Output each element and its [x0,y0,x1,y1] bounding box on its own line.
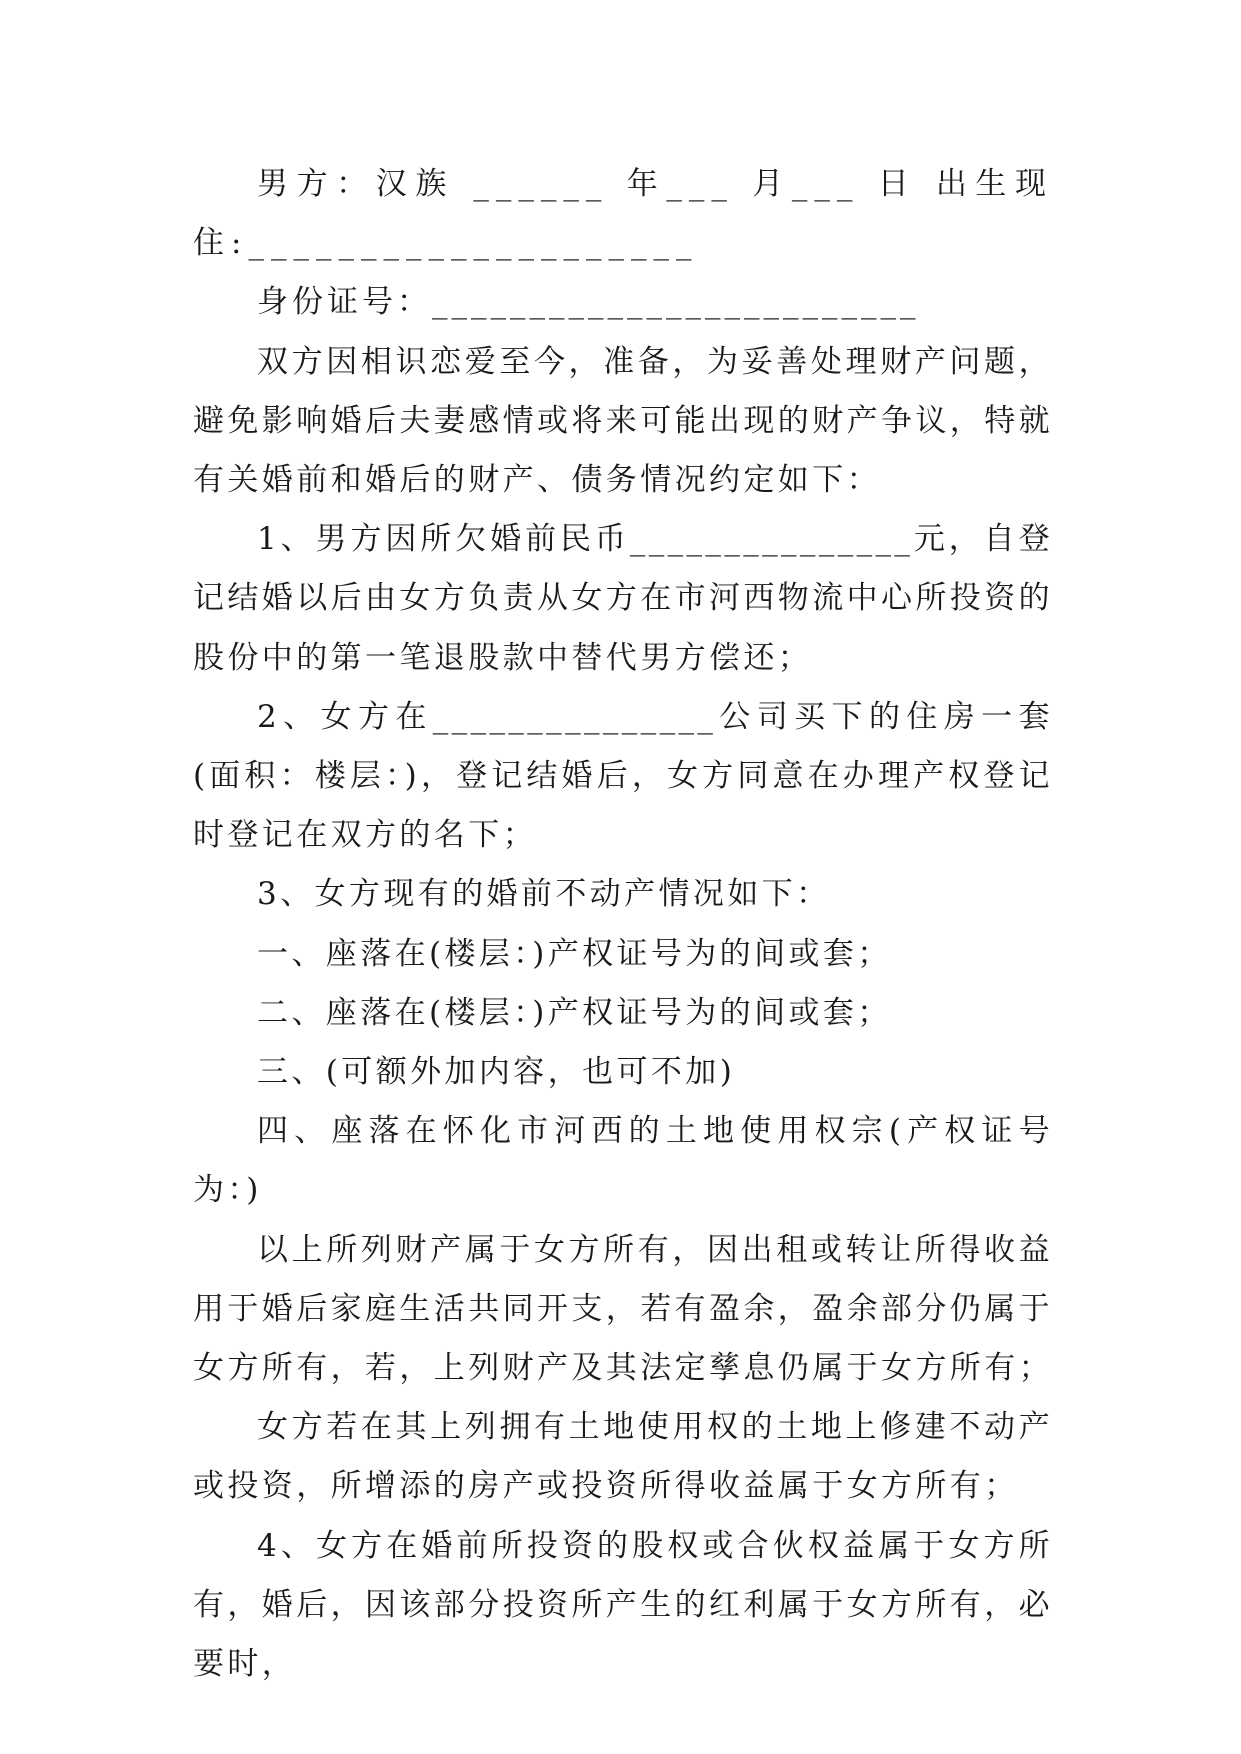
paragraph-id-number: 身份证号：_________________________ [257,284,920,321]
paragraph-construction-ownership: 女方若在其上列拥有土地使用权的土地上修建不动产或投资，所增添的房产或投资所得收益属于女方所有； [193,1409,1053,1505]
paragraph-male-party-info: 男方：汉族 ______ 年___ 月___ 日 出生现住:____________________ [193,166,1053,262]
paragraph-clause-2: 2、女方在_______________公司买下的住房一套(面积：楼层：)，登记结婚后，女方同意在办理产权登记时登记在双方的名下； [193,698,1053,854]
agreement-body [193,155,1053,1694]
paragraph-preamble: 双方因相识恋爱至今，准备，为妥善处理财产问题，避免影响婚后夫妻感情或将来可能出现的财产争议，特就有关婚前和婚后的财产、债务情况约定如下： [193,343,1053,499]
paragraph-property-ownership: 以上所列财产属于女方所有，因出租或转让所得收益用于婚后家庭生活共同开支，若有盈余，盈余部分仍属于女方所有，若，上列财产及其法定孳息仍属于女方所有； [193,1231,1053,1387]
paragraph-clause-4: 4、女方在婚前所投资的股权或合伙权益属于女方所有，婚后，因该部分投资所产生的红利属于女方所有，必要时， [193,1527,1053,1683]
paragraph-property-item-4: 四、座落在怀化市河西的土地使用权宗(产权证号为：) [193,1113,1053,1209]
paragraph-clause-1: 1、男方因所欠婚前民币_______________元，自登记结婚以后由女方负责从女方在市河西物流中心所投资的股份中的第一笔退股款中替代男方偿还； [193,521,1053,676]
paragraph-clause-3: 3、女方现有的婚前不动产情况如下： [257,876,831,913]
paragraph-property-item-2: 二、座落在(楼层：)产权证号为的间或套； [257,994,892,1031]
paragraph-property-item-1: 一、座落在(楼层：)产权证号为的间或套； [257,935,892,972]
paragraph-property-item-3: 三、(可额外加内容，也可不加) [257,1054,736,1091]
